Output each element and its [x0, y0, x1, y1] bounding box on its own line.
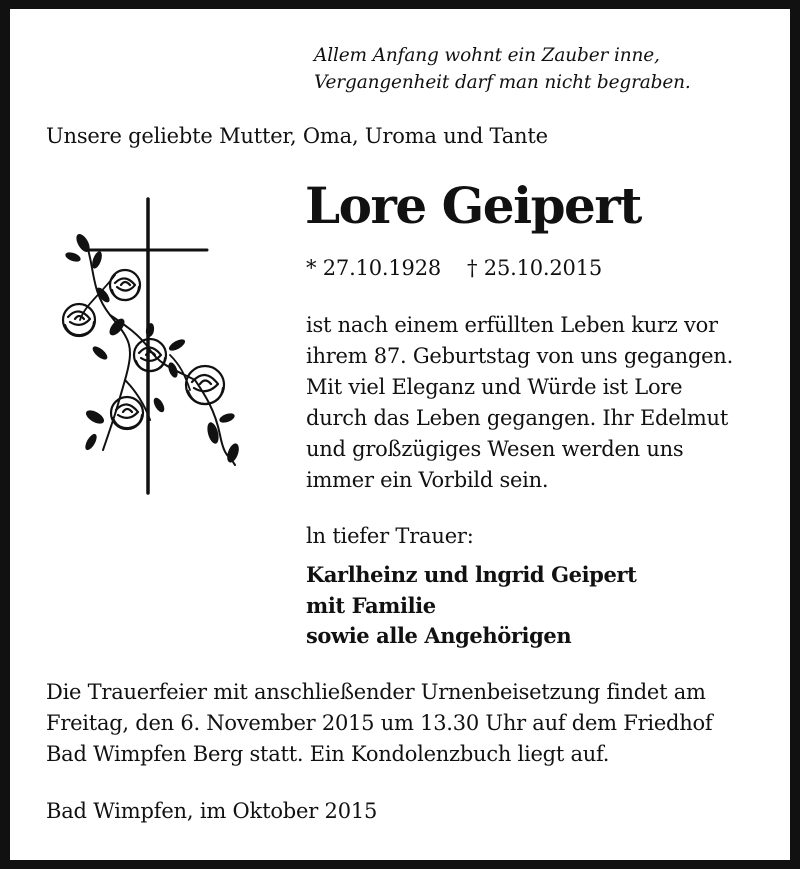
intro-text: Unsere geliebte Mutter, Oma, Uroma und Tante — [46, 124, 548, 148]
mourners-list — [306, 560, 636, 652]
obituary-line: immer ein Vorbild sein. — [306, 468, 549, 492]
mourner-line: mit Familie — [306, 592, 436, 618]
deceased-name: Lore Geipert — [305, 176, 641, 235]
obituary-line: ist nach einem erfüllten Leben kurz vor — [306, 313, 718, 337]
ceremony-line: Bad Wimpfen Berg statt. Ein Kondolenzbuch liegt auf. — [46, 742, 610, 766]
motto-quote — [314, 42, 691, 96]
ceremony-line: Freitag, den 6. November 2015 um 13.30 Uhr auf dem Friedhof — [46, 711, 713, 735]
mourner-line: sowie alle Angehörigen — [306, 623, 572, 648]
obituary-line: durch das Leben gegangen. Ihr Edelmut — [306, 406, 729, 430]
death-date: † 25.10.2015 — [467, 256, 603, 280]
motto-line: Allem Anfang wohnt ein Zauber inne, — [314, 45, 660, 66]
ceremony-line: Die Trauerfeier mit anschließender Urnenbeisetzung findet am — [46, 680, 706, 704]
obituary-text — [306, 310, 733, 496]
obituary-line: und großzügiges Wesen werden uns — [306, 437, 684, 461]
obituary-line: Mit viel Eleganz und Würde ist Lore — [306, 375, 683, 399]
birth-date: * 27.10.1928 — [306, 256, 442, 280]
cross-with-roses-icon — [55, 195, 250, 500]
mourning-heading: ln tiefer Trauer: — [306, 524, 474, 548]
motto-line: Vergangenheit darf man nicht begraben. — [314, 72, 691, 93]
ceremony-info — [46, 677, 712, 770]
life-dates — [306, 254, 602, 282]
place-and-date: Bad Wimpfen, im Oktober 2015 — [46, 799, 378, 823]
obituary-line: ihrem 87. Geburtstag von uns gegangen. — [306, 344, 734, 368]
mourner-line: Karlheinz und lngrid Geipert — [306, 562, 637, 587]
